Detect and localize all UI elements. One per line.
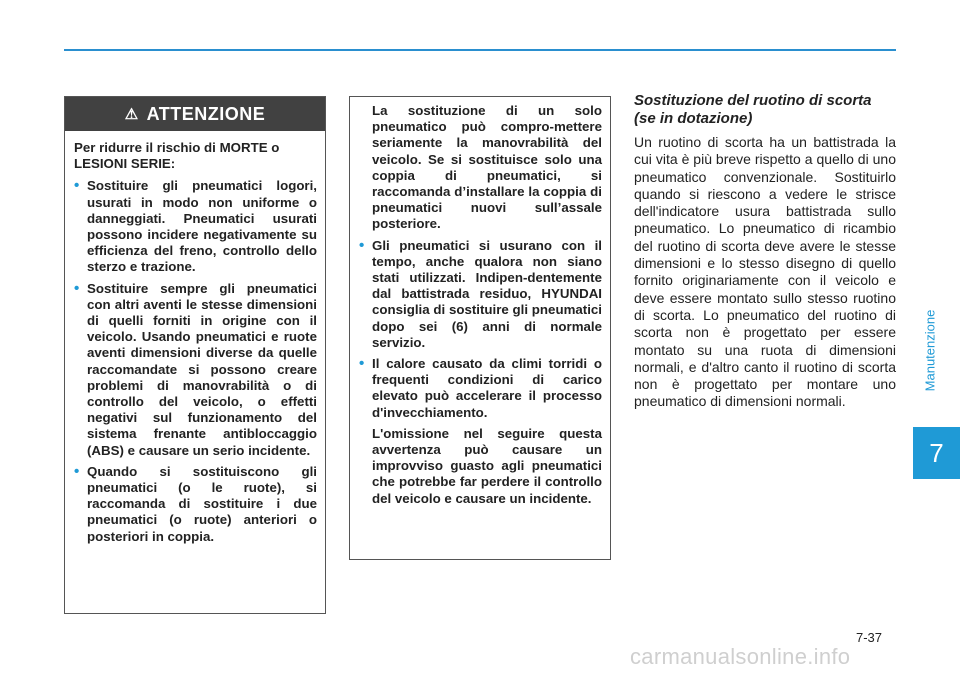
- watermark: carmanualsonline.info: [630, 644, 851, 669]
- warning-continued-list: [359, 238, 602, 421]
- warning-box: [64, 96, 326, 614]
- page-number: 7-37: [856, 630, 883, 645]
- warning-closing: L'omissione nel seguire questa avvertenza può causare un improvviso guasto agli pneumatici che potrebbe far perdere il controllo del veicolo e causare un incidente.: [372, 425, 602, 506]
- warning-bullet: • Il calore causato da climi torridi o frequenti condizioni di carico elevato può accelerare il processo d'invecchiamento.: [359, 356, 602, 421]
- section-body: Un ruotino di scorta ha un battistrada la cui vita è più breve rispetto a quello di uno pneumatico convenzionale. Sostituirlo quando si riescono a vedere le strisce dell'indicatore usura battistrada sullo pneumatico. Lo pneumatico di ricambio del ruotino di scorta deve avere le stesse dimensioni e lo stesso disegno di quello fornito originariamente con il veicolo e deve essere montato sullo stesso ruotino di scorta. Lo pneumatico del ruotino di scorta non è progettato per essere montato su una ruota di dimensioni normali, e d'altro canto il ruotino di scorta non è progettato per montare uno pneumatico di dimensioni normali.: [634, 134, 896, 410]
- warning-intro: Per ridurre il rischio di MORTE o LESIONI SERIE:: [74, 140, 280, 172]
- chapter-tab: 7: [913, 427, 960, 479]
- warning-triangle-icon: ⚠: [124, 106, 139, 123]
- warning-continued-box: [349, 96, 611, 560]
- warning-bullet: • Sostituire sempre gli pneumatici con altri aventi le stesse dimensioni di quelli forniti in origine con il veicolo. Usando pneumatici e ruote aventi dimensioni diverse da quelle raccomandate si possono creare problemi di manovrabilità o di controllo del veicolo, o effetti negativi sul funzionamento del sistema frenante antibloccaggio (ABS) e causare un serio incidente.: [74, 281, 317, 459]
- warning-list: [74, 178, 317, 544]
- warning-continuation: La sostituzione di un solo pneumatico può compro-mettere seriamente la manovrabilità del veicolo. Se si sostituisce solo una coppia di pneumatici, si raccomanda d’installare la coppia di pneumatici nuovi sull’assale posteriore.: [372, 103, 602, 232]
- warning-bullet: • Gli pneumatici si usurano con il tempo, anche qualora non siano stati utilizzati. Indipen-dentemente dal battistrada residuo, HYUNDAI consiglia di sostituire gli pneumatici dopo sei (6) anni di normale servizio.: [359, 238, 602, 351]
- section-title: Sostituzione del ruotino di scorta (se in dotazione): [634, 92, 872, 127]
- chapter-side-label: Manutenzione: [922, 309, 938, 391]
- warning-body: [65, 131, 325, 545]
- top-rule: [64, 49, 896, 51]
- warning-title: ATTENZIONE: [146, 103, 266, 124]
- warning-bullet: • Sostituire gli pneumatici logori, usurati in modo non uniforme o danneggiati. Pneumatici usurati possono incidere negativamente su efficienza del freno, controllo dello sterzo e trazione.: [74, 178, 317, 275]
- warning-bullet: • Quando si sostituiscono gli pneumatici (o le ruote), si raccomanda di sostituire i due pneumatici (o ruote) anteriori o posteriori in coppia.: [74, 464, 317, 545]
- section-column: [634, 92, 896, 411]
- warning-header: [65, 97, 325, 131]
